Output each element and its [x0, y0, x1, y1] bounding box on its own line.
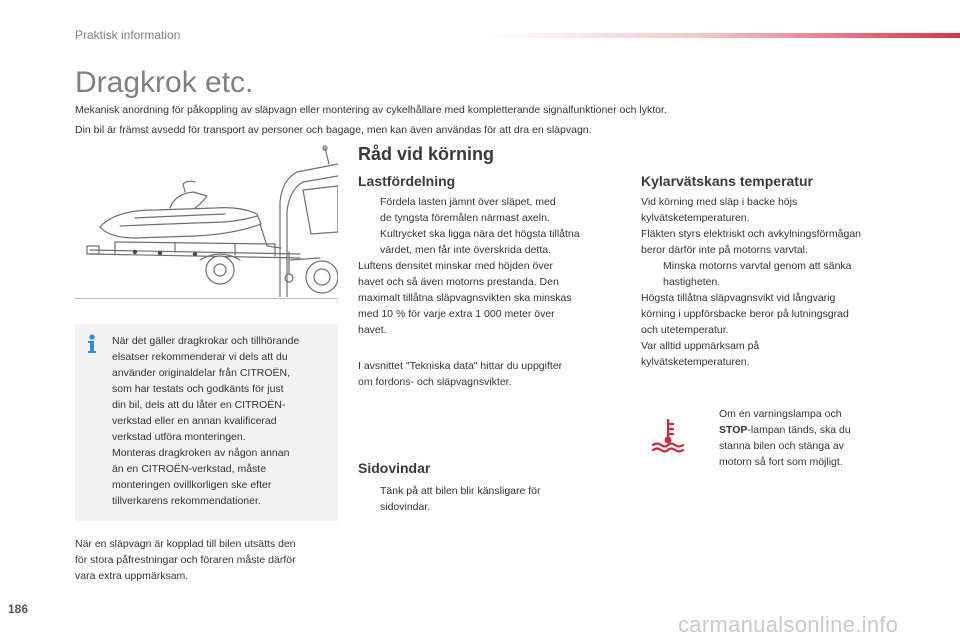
info-line: din bil, dels att du låter en CITROËN-	[112, 399, 286, 411]
bullet-line: sidovindar.	[380, 501, 431, 513]
warning-bullet	[697, 406, 917, 470]
side-wind-heading: Sidovindar	[358, 460, 431, 476]
illustration-divider	[75, 298, 338, 299]
page-title: Dragkrok etc.	[75, 66, 254, 99]
para-line: Vid körning med släp i backe höjs	[641, 196, 798, 208]
info-line: tillverkarens rekommendationer.	[112, 495, 261, 507]
warning-line: Om en varningslampa och	[719, 408, 842, 420]
info-line: När det gäller dragkrokar och tillhörande	[112, 335, 300, 347]
info-line: verkstad eller en annan kvalificerad	[112, 415, 277, 427]
para-line: Fläkten styrs elektriskt och avkylningsförmågan	[641, 228, 862, 240]
info-icon	[85, 334, 99, 354]
note-line: vara extra uppmärksam.	[75, 570, 189, 582]
para-line: och utetemperatur.	[641, 324, 729, 336]
para-line: kylvätsketemperaturen.	[641, 212, 750, 224]
side-wind-text	[358, 483, 628, 515]
coolant-temperature-heading: Kylarvätskans temperatur	[641, 173, 813, 189]
warning-line-rest: -lampan tänds, ska du	[747, 424, 851, 436]
note-line: för stora påfrestningar och föraren måste därför	[75, 554, 296, 566]
bullet-line: Minska motorns varvtal genom att sänka	[663, 260, 852, 272]
para-line: havet.	[358, 324, 387, 336]
para-line: Var alltid uppmärksam på	[641, 340, 760, 352]
info-line: elsatser rekommenderar vi dels att du	[112, 351, 288, 363]
info-line: Monteras dragkroken av någon annan	[112, 447, 290, 459]
para-line: maximalt tillåtna släpvagnsvikten ska minskas	[358, 292, 572, 304]
para-line: om fordons- och släpvagnsvikter.	[358, 376, 512, 388]
info-line: monteringen ovillkorligen ske efter	[112, 479, 272, 491]
stop-word: STOP	[719, 424, 748, 436]
info-box-text	[112, 333, 334, 509]
info-line: verkstad utföra monteringen.	[112, 431, 246, 443]
load-distribution-heading: Lastfördelning	[358, 173, 456, 189]
intro-line-1: Mekanisk anordning för påkoppling av släpvagn eller montering av cykelhållare med kompletterande signalfunktioner och lyktor.	[75, 104, 667, 116]
coolant-bullet	[641, 258, 941, 290]
para-line: beror därför inte på motorns varvtal.	[641, 244, 808, 256]
warning-text	[697, 406, 917, 470]
trailer-illustration	[75, 142, 338, 297]
bullet-line: hastigheten.	[663, 276, 721, 288]
side-wind-bullet	[358, 483, 628, 515]
coolant-temperature-text	[641, 194, 941, 370]
bullet-line: värdet, men får inte överskrida detta.	[380, 244, 551, 256]
watermark: carmanualsonline.info	[678, 612, 899, 637]
para-line: Luftens densitet minskar med höjden över	[358, 260, 553, 272]
para-line: Högsta tillåtna släpvagnsvikt vid långvarig	[641, 292, 836, 304]
para-line: havet och så även motorns prestanda. Den	[358, 276, 559, 288]
trailer-note	[75, 536, 340, 584]
warning-line: stanna bilen och stänga av	[719, 440, 844, 452]
section-header: Praktisk information	[75, 28, 181, 42]
intro-line-2: Din bil är främst avsedd för transport av personer och bagage, men kan även användas för att dra en släpvagn.	[75, 124, 592, 136]
header-accent-bar	[485, 33, 960, 38]
para-line: med 10 % för varje extra 1 000 meter över	[358, 308, 555, 320]
trailer-with-jetski-drawing	[75, 142, 338, 297]
load-distribution-text	[358, 194, 628, 390]
warning-line: motorn så fort som möjligt.	[719, 456, 843, 468]
bullet-line: Kultrycket ska ligga nära det högsta tillåtna	[380, 228, 580, 240]
note-line: När en släpvagn är kopplad till bilen utsätts den	[75, 538, 296, 550]
bullet-line: Tänk på att bilen blir känsligare för	[380, 485, 541, 497]
info-line: som har testats och godkänts för just	[112, 383, 284, 395]
bullet-line: de tyngsta föremålen närmast axeln.	[380, 212, 550, 224]
bullet-line: Fördela lasten jämnt över släpet, med	[380, 196, 556, 208]
info-line: än en CITROËN-verkstad, måste	[112, 463, 267, 475]
para-line: kylvätsketemperaturen.	[641, 356, 750, 368]
driving-advice-heading: Råd vid körning	[358, 144, 495, 164]
warning-line	[719, 422, 917, 438]
para-line: körning i uppförsbacke beror på lutningsgrad	[641, 308, 849, 320]
para-line: I avsnittet "Tekniska data" hittar du uppgifter	[358, 360, 563, 372]
coolant-temperature-warning-icon	[649, 416, 687, 454]
load-bullet	[358, 194, 628, 258]
page-number: 186	[8, 602, 29, 616]
info-line: använder originaldelar från CITROËN,	[112, 367, 290, 379]
